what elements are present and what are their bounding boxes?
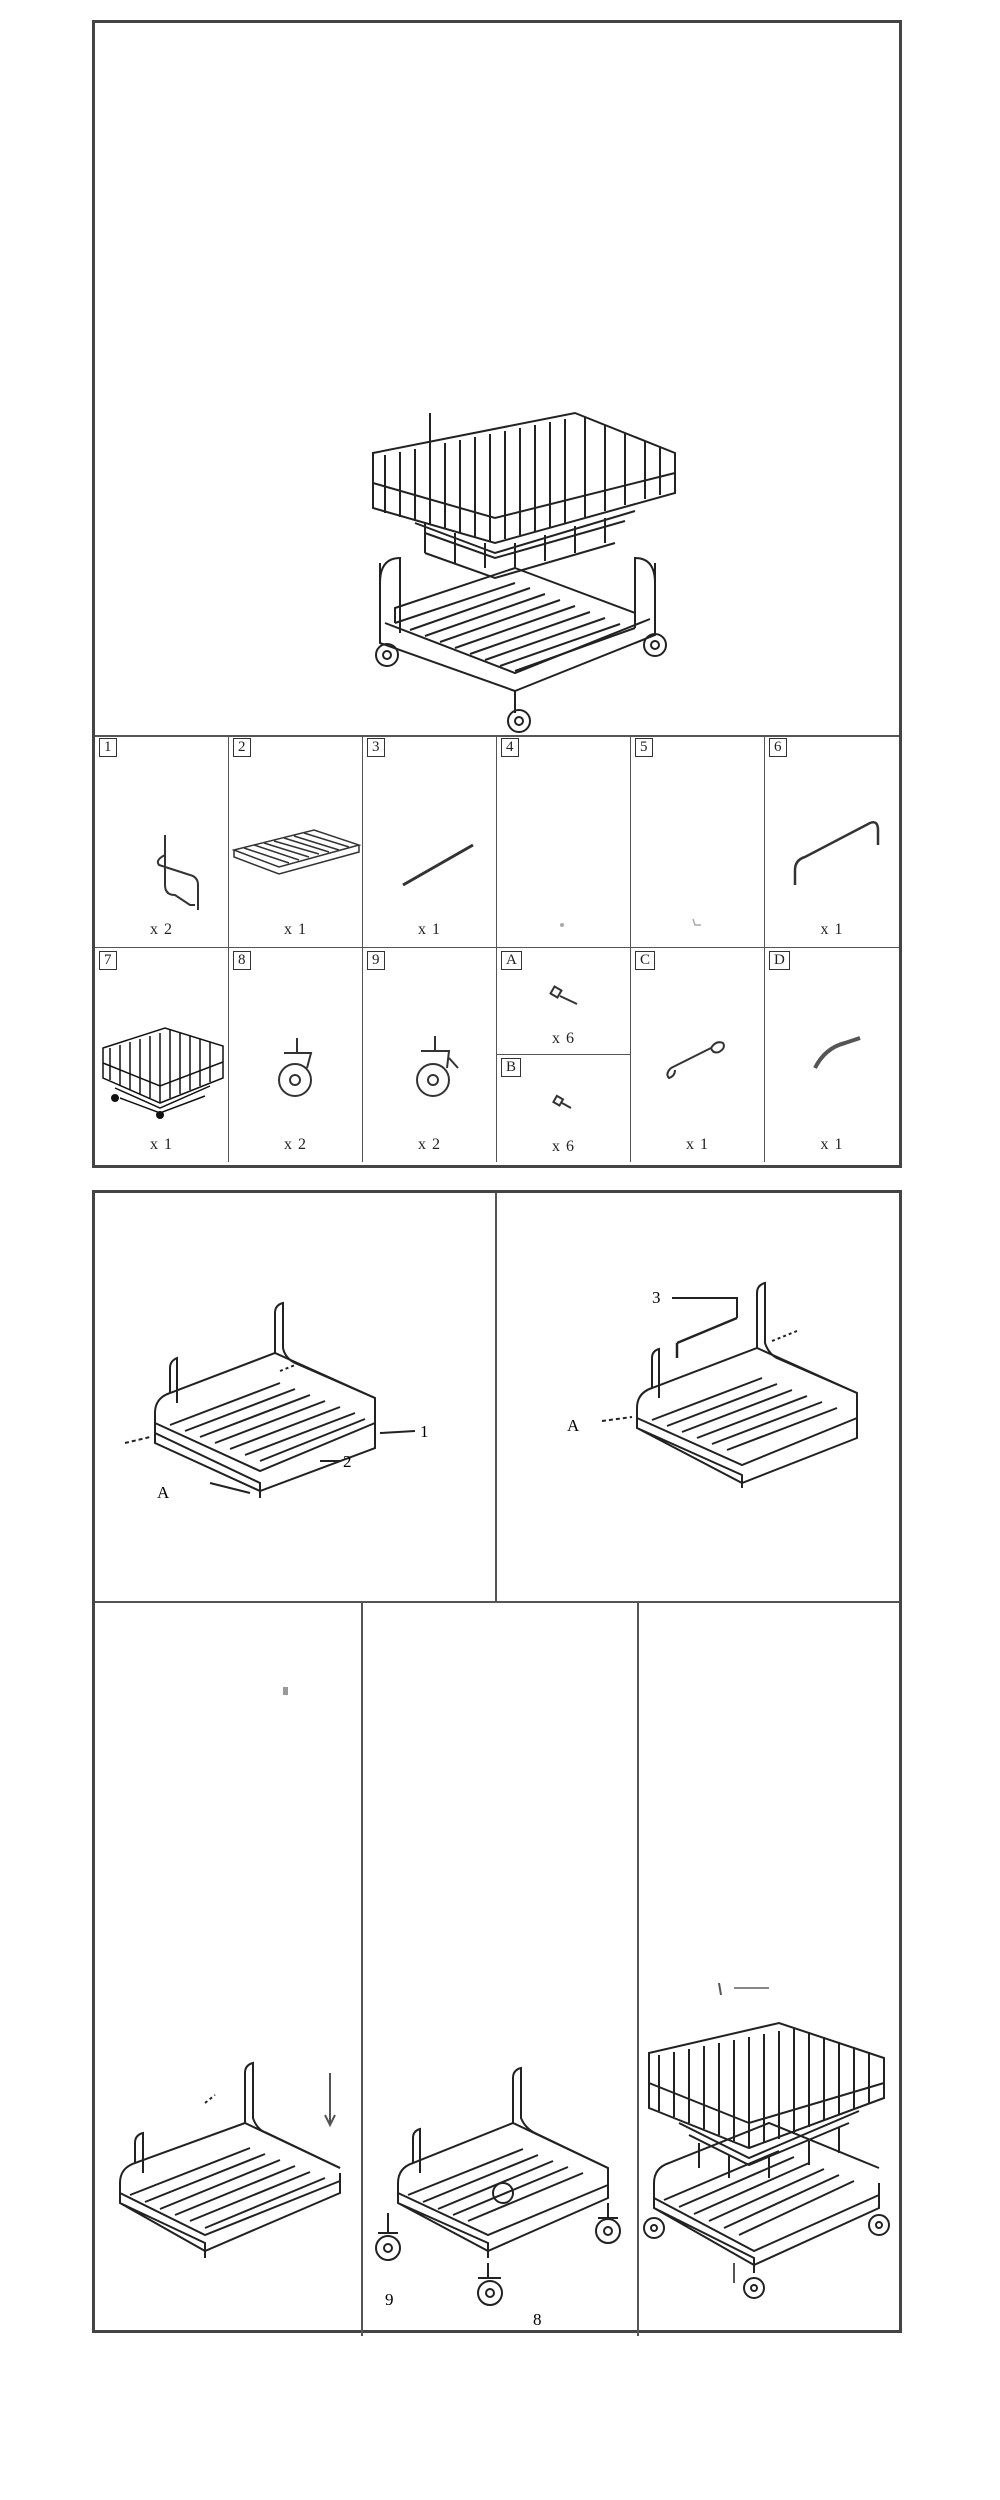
- part-cell-2: [229, 735, 363, 948]
- wire-basket-icon: [95, 948, 229, 1162]
- step-4-drawing: [363, 1603, 639, 2336]
- part-quantity: x 2: [418, 1136, 441, 1153]
- part-quantity: x 2: [284, 1136, 307, 1153]
- callout-1: 1: [420, 1422, 429, 1441]
- part-quantity: x 1: [418, 921, 441, 938]
- part-number: B: [501, 1058, 521, 1077]
- callout-9: 9: [385, 2290, 394, 2309]
- step-1-panel: [95, 1193, 497, 1603]
- part-cell-6: [765, 735, 899, 948]
- part-cell-9: [363, 948, 497, 1162]
- part-cell-7: [95, 948, 229, 1162]
- part-number: A: [501, 951, 522, 970]
- callout-A: A: [157, 1483, 170, 1502]
- step-4-panel: [363, 1603, 639, 2336]
- callout-2: 2: [343, 1452, 352, 1471]
- part-number: 6: [769, 738, 787, 757]
- faint-mark: [283, 1687, 288, 1695]
- caster-wheel-brake-icon: [363, 948, 497, 1162]
- assembled-cart-drawing: [95, 23, 899, 735]
- part-number: 3: [367, 738, 385, 757]
- handle-bar-icon: [765, 735, 899, 948]
- part-quantity: x 1: [284, 921, 307, 938]
- part-number: D: [769, 951, 790, 970]
- part-number: 1: [99, 738, 117, 757]
- callout-3: 3: [652, 1288, 661, 1307]
- step-1-drawing: [95, 1193, 497, 1603]
- part-cell-4: [497, 735, 631, 948]
- part-quantity: x 6: [552, 1138, 575, 1155]
- parts-sheet: [92, 20, 902, 1168]
- faint-part-mark: [497, 735, 631, 948]
- part-quantity: x 6: [552, 1030, 575, 1047]
- part-quantity: x 1: [820, 1136, 844, 1153]
- callout-A: A: [567, 1416, 580, 1435]
- part-cell-1: [95, 735, 229, 948]
- part-number: 9: [367, 951, 385, 970]
- part-cell-8: [229, 948, 363, 1162]
- part-cell-C: [631, 948, 765, 1162]
- part-cell-3: [363, 735, 497, 948]
- part-quantity: x 1: [150, 1136, 173, 1153]
- step-3-drawing: [95, 1603, 363, 2336]
- part-number: 2: [233, 738, 251, 757]
- part-number: 4: [501, 738, 519, 757]
- side-frame-icon: [95, 735, 229, 948]
- callout-8: 8: [533, 2310, 542, 2329]
- part-number: 5: [635, 738, 653, 757]
- caster-wheel-icon: [229, 948, 363, 1162]
- faint-part-mark: [631, 735, 765, 948]
- rod-icon: [363, 735, 497, 948]
- allen-key-icon: [765, 948, 899, 1162]
- step-5-panel: [639, 1603, 899, 2336]
- step-3-panel: [95, 1603, 363, 2336]
- part-number: C: [635, 951, 655, 970]
- wrench-icon: [631, 948, 765, 1162]
- part-cell-A: [497, 948, 631, 1055]
- step-2-drawing: [497, 1193, 899, 1603]
- part-cell-B: [497, 1055, 631, 1162]
- step-5-drawing: [639, 1603, 899, 2336]
- shelf-grid-icon: [229, 735, 363, 948]
- assembly-sheet: [92, 1190, 902, 2333]
- assembled-cart-illustration: [95, 23, 899, 737]
- step-2-panel: [497, 1193, 899, 1603]
- part-quantity: x 1: [820, 921, 844, 938]
- part-quantity: x 2: [150, 921, 173, 938]
- part-cell-5: [631, 735, 765, 948]
- part-number: 8: [233, 951, 251, 970]
- part-number: 7: [99, 951, 117, 970]
- part-cell-D: [765, 948, 899, 1162]
- part-quantity: x 1: [686, 1136, 709, 1153]
